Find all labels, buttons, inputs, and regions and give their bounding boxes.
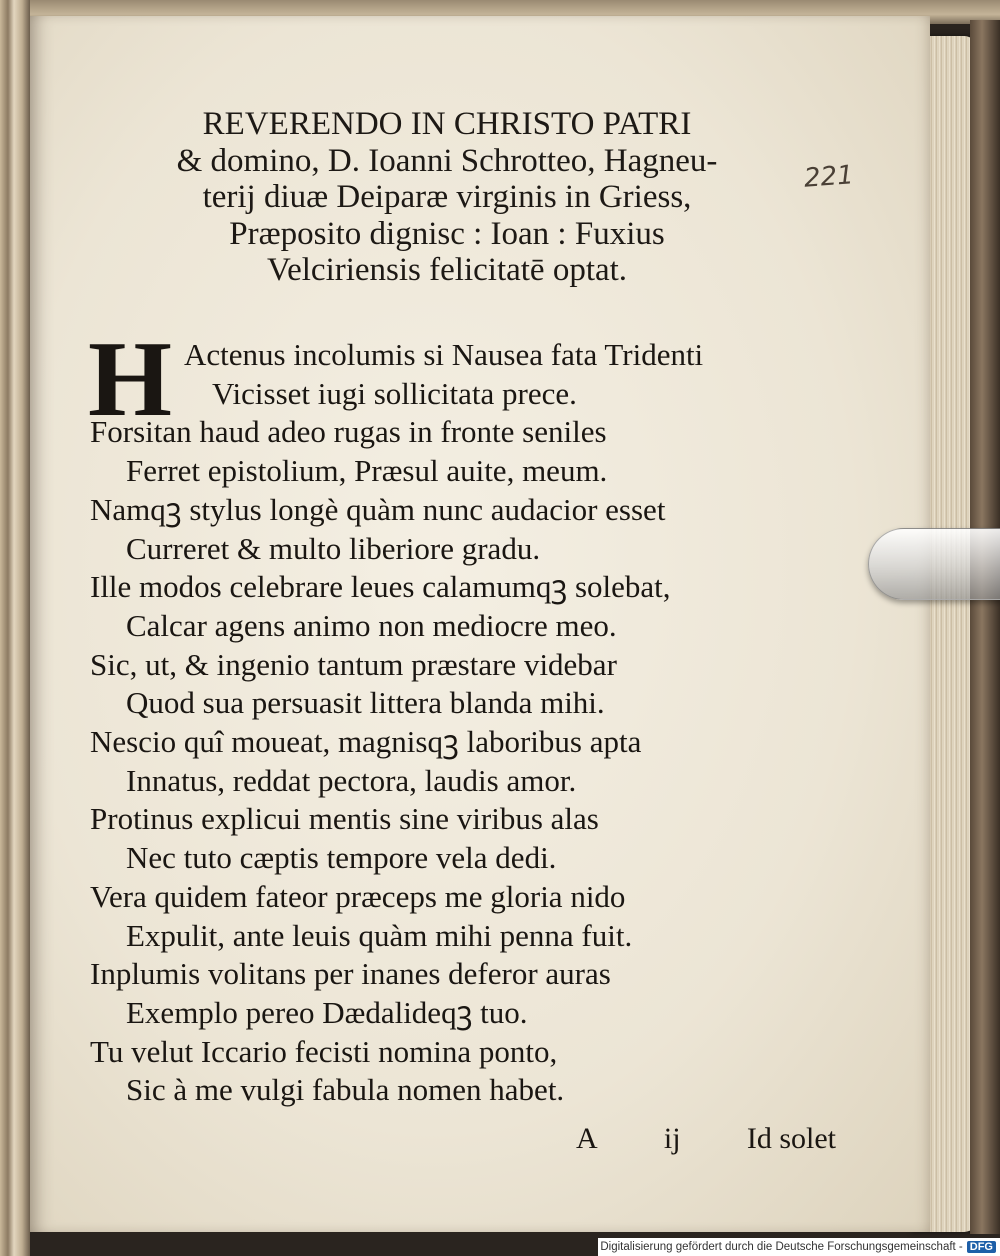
page-footer-catchwords: [576, 1122, 836, 1156]
heading-line-5: Velciriensis felicitatē optat.: [266, 252, 628, 288]
poem-line: Ille modos celebrare leues calamumqꝫ solebat,: [90, 569, 671, 605]
credit-text: Digitalisierung gefördert durch die Deutsche Forschungsgemeinschaft -: [600, 1241, 963, 1253]
signature-number: ij: [663, 1122, 681, 1155]
handwritten-folio-number: 221: [803, 160, 855, 194]
poem-line: Sic, ut, & ingenio tantum præstare videbar: [90, 646, 617, 682]
poem-line: Vicisset iugi sollicitata prece.: [212, 375, 577, 411]
poem-line: Protinus explicui mentis sine viribus alas: [90, 801, 599, 837]
poem-line: Vera quidem fateor præceps me gloria nido: [90, 878, 626, 914]
heading-line-3: terij diuæ Deiparæ virginis in Griess,: [202, 179, 692, 215]
poem-line: Nec tuto cæptis tempore vela dedi.: [126, 840, 557, 876]
poem-line: Expulit, ante leuis quàm mihi penna fuit.: [126, 917, 633, 953]
signature-mark: A: [576, 1122, 598, 1155]
poem-line: Innatus, reddat pectora, laudis amor.: [126, 762, 577, 798]
poem-line: Actenus incolumis si Nausea fata Tridenti: [184, 337, 704, 372]
catchword: Id solet: [746, 1122, 836, 1155]
heading-line-1: REVERENDO IN CHRISTO PATRI: [202, 106, 692, 142]
poem-line: Sic à me vulgi fabula nomen habet.: [126, 1072, 565, 1108]
dfg-logo: DFG: [967, 1241, 996, 1253]
heading-block: [62, 106, 832, 289]
left-page-edge: [0, 0, 30, 1256]
poem-line: Nescio quî moueat, magnisqꝫ laboribus apta: [90, 724, 642, 760]
poem-text: [88, 320, 810, 1110]
poem-line: Forsitan haud adeo rugas in fronte seniles: [90, 414, 607, 450]
glass-bookmark-clip: [868, 528, 1000, 600]
drop-cap: H: [88, 320, 173, 439]
poem-line: Quod sua persuasit littera blanda mihi.: [126, 685, 605, 721]
credit-bar: [598, 1238, 1000, 1256]
poem-line: Ferret epistolium, Præsul auite, meum.: [126, 453, 608, 489]
heading-line-2: & domino, D. Ioanni Schrotteo, Hagneu-: [176, 142, 718, 179]
heading-line-4: Præposito dignisс : Ioan : Fuxius: [229, 215, 665, 252]
poem-line: Curreret & multo liberiore gradu.: [126, 530, 541, 566]
poem-line: Exemplo pereo Dædalideqꝫ tuo.: [126, 994, 528, 1030]
poem-line: Namqꝫ stylus longè quàm nunc audacior esset: [90, 491, 666, 527]
poem-line: Tu velut Iccario fecisti nomina ponto,: [90, 1033, 558, 1069]
right-cover: [970, 20, 1000, 1234]
poem-line: Inplumis volitans per inanes deferor auras: [90, 956, 611, 992]
poem-line: Calcar agens animo non mediocre meo.: [126, 607, 617, 643]
